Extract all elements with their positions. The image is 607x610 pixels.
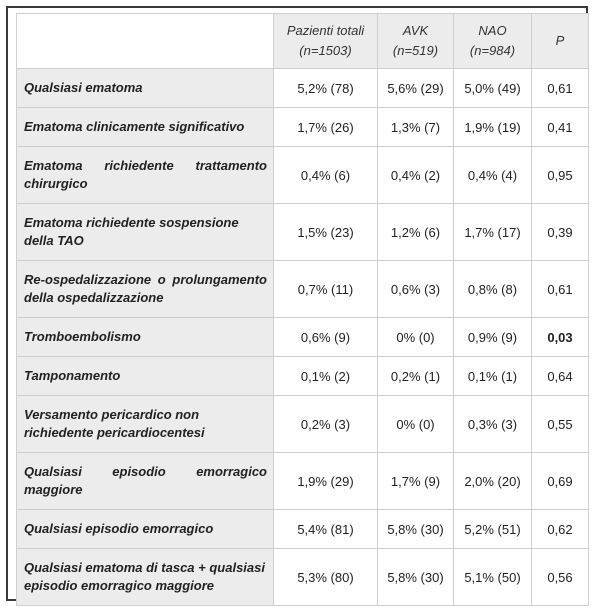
value-nao: 0,1% (1) bbox=[454, 357, 532, 396]
value-p: 0,56 bbox=[532, 549, 589, 606]
header-line1: NAO bbox=[478, 23, 507, 38]
value-p: 0,95 bbox=[532, 147, 589, 204]
row-label-text: Qualsiasi ematoma di tasca + qualsiasi episodio emorragico maggiore bbox=[24, 560, 265, 593]
header-avk bbox=[378, 14, 454, 69]
table-row bbox=[17, 108, 589, 147]
value-nao: 0,8% (8) bbox=[454, 261, 532, 318]
row-label bbox=[17, 318, 274, 357]
value-avk: 5,6% (29) bbox=[378, 69, 454, 108]
value-totali: 1,7% (26) bbox=[274, 108, 378, 147]
row-label-text: Versamento pericardico non richiedente pericardiocentesi bbox=[24, 407, 205, 440]
row-label bbox=[17, 108, 274, 147]
value-avk: 0,4% (2) bbox=[378, 147, 454, 204]
value-p: 0,55 bbox=[532, 396, 589, 453]
value-p: 0,39 bbox=[532, 204, 589, 261]
table-row bbox=[17, 261, 589, 318]
results-table bbox=[16, 13, 589, 606]
row-label-text: Qualsiasi ematoma bbox=[24, 80, 143, 95]
value-totali: 5,3% (80) bbox=[274, 549, 378, 606]
value-nao: 5,0% (49) bbox=[454, 69, 532, 108]
header-line1: Pazienti totali bbox=[286, 23, 365, 38]
row-label-text: Qualsiasi episodio emorragico bbox=[24, 521, 214, 536]
value-totali: 0,2% (3) bbox=[274, 396, 378, 453]
row-label bbox=[17, 549, 274, 606]
row-label-text: Tromboembolismo bbox=[24, 329, 141, 344]
table-row bbox=[17, 147, 589, 204]
row-label bbox=[17, 147, 274, 204]
value-p: 0,41 bbox=[532, 108, 589, 147]
header-pazienti-totali bbox=[274, 14, 378, 69]
value-p: 0,62 bbox=[532, 510, 589, 549]
value-totali: 5,2% (78) bbox=[274, 69, 378, 108]
value-totali: 0,4% (6) bbox=[274, 147, 378, 204]
value-avk: 1,2% (6) bbox=[378, 204, 454, 261]
header-line1: P bbox=[555, 33, 565, 48]
value-avk: 5,8% (30) bbox=[378, 510, 454, 549]
table-row bbox=[17, 318, 589, 357]
value-avk: 0,2% (1) bbox=[378, 357, 454, 396]
table-row bbox=[17, 204, 589, 261]
row-label bbox=[17, 204, 274, 261]
row-label-text: Ematoma richiedente sospensione della TAO bbox=[24, 215, 239, 248]
table-body bbox=[17, 69, 589, 606]
table-row bbox=[17, 453, 589, 510]
row-label bbox=[17, 396, 274, 453]
value-p: 0,03 bbox=[532, 318, 589, 357]
row-label bbox=[17, 453, 274, 510]
value-nao: 1,9% (19) bbox=[454, 108, 532, 147]
header-nao bbox=[454, 14, 532, 69]
value-avk: 0% (0) bbox=[378, 396, 454, 453]
table-row bbox=[17, 510, 589, 549]
value-p: 0,69 bbox=[532, 453, 589, 510]
value-avk: 5,8% (30) bbox=[378, 549, 454, 606]
row-label bbox=[17, 69, 274, 108]
row-label-text: Qualsiasi episodio emorragico maggiore bbox=[24, 464, 267, 497]
value-avk: 0% (0) bbox=[378, 318, 454, 357]
value-nao: 1,7% (17) bbox=[454, 204, 532, 261]
value-p: 0,61 bbox=[532, 261, 589, 318]
row-label-text: Ematoma richiedente trattamento chirurgico bbox=[24, 158, 267, 191]
header-blank-cell bbox=[17, 14, 274, 69]
table-row bbox=[17, 69, 589, 108]
table-row bbox=[17, 357, 589, 396]
value-totali: 0,1% (2) bbox=[274, 357, 378, 396]
header-line2: (n=984) bbox=[469, 43, 516, 58]
value-nao: 0,3% (3) bbox=[454, 396, 532, 453]
table-row bbox=[17, 396, 589, 453]
header-row bbox=[17, 14, 589, 69]
header-line2: (n=1503) bbox=[299, 43, 352, 58]
header-line1: AVK bbox=[402, 23, 429, 38]
value-avk: 1,3% (7) bbox=[378, 108, 454, 147]
header-line2: (n=519) bbox=[392, 43, 439, 58]
row-label-text: Ematoma clinicamente significativo bbox=[24, 119, 245, 134]
value-nao: 0,4% (4) bbox=[454, 147, 532, 204]
row-label bbox=[17, 357, 274, 396]
value-avk: 1,7% (9) bbox=[378, 453, 454, 510]
value-totali: 0,7% (11) bbox=[274, 261, 378, 318]
value-totali: 0,6% (9) bbox=[274, 318, 378, 357]
row-label-text: Tamponamento bbox=[24, 368, 121, 383]
value-totali: 1,5% (23) bbox=[274, 204, 378, 261]
value-nao: 5,2% (51) bbox=[454, 510, 532, 549]
value-totali: 5,4% (81) bbox=[274, 510, 378, 549]
value-nao: 0,9% (9) bbox=[454, 318, 532, 357]
value-p: 0,61 bbox=[532, 69, 589, 108]
row-label bbox=[17, 510, 274, 549]
table-row bbox=[17, 549, 589, 606]
row-label bbox=[17, 261, 274, 318]
value-totali: 1,9% (29) bbox=[274, 453, 378, 510]
value-nao: 2,0% (20) bbox=[454, 453, 532, 510]
value-avk: 0,6% (3) bbox=[378, 261, 454, 318]
value-nao: 5,1% (50) bbox=[454, 549, 532, 606]
row-label-text: Re-ospedalizzazione o prolungamento della ospedalizzazione bbox=[24, 272, 267, 305]
header-p bbox=[532, 14, 589, 69]
value-p: 0,64 bbox=[532, 357, 589, 396]
